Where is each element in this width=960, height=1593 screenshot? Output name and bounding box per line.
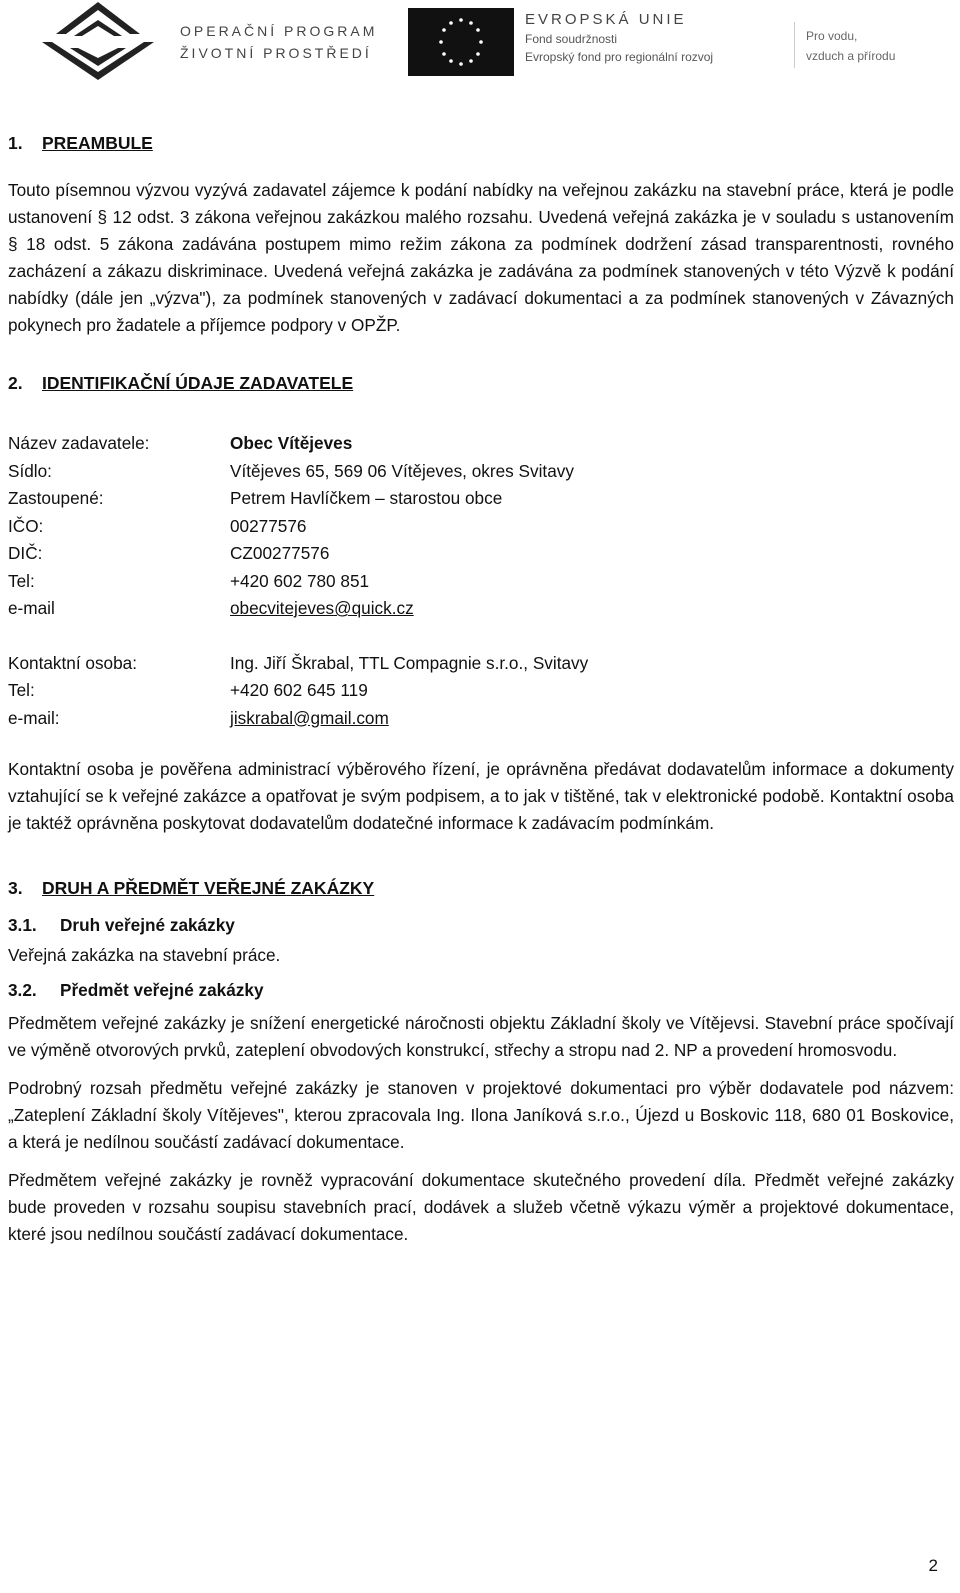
slogan-line-2: vzduch a přírodu [806, 49, 896, 63]
detail-row-name [8, 430, 954, 458]
section-title: IDENTIFIKAČNÍ ÚDAJE ZADAVATELE [42, 373, 354, 393]
contracting-authority-details [8, 430, 954, 623]
subsection-title: Druh veřejné zakázky [60, 915, 235, 935]
detail-value: Vítějeves 65, 569 06 Vítějeves, okres Svitavy [230, 460, 574, 481]
contact-row-email [8, 705, 954, 733]
subsection-3-1-heading [8, 912, 954, 939]
detail-value: Petrem Havlíčkem – starostou obce [230, 488, 503, 508]
slogan-line-1: Pro vodu, [806, 29, 858, 43]
section-number: 3. [8, 878, 23, 898]
contact-person-details [8, 650, 954, 733]
email-link[interactable]: obecvitejeves@quick.cz [230, 598, 414, 618]
subsection-3-2-heading [8, 977, 954, 1004]
detail-label: Název zadavatele: [8, 433, 150, 453]
eu-title: EVROPSKÁ UNIE [525, 11, 687, 28]
program-logo-icon [34, 2, 164, 80]
detail-label: Sídlo: [8, 460, 52, 481]
contract-type-paragraph: Veřejná zakázka na stavební práce. [8, 945, 281, 965]
detail-row-tel [8, 568, 954, 596]
preamble-paragraph: Touto písemnou výzvou vyzývá zadavatel zájemce k podání nabídky na veřejnou zakázku na stavební práce, která je podle ustanovení § 12 odst. 3 zákona veřejnou zakázkou malého rozsahu. Uvedená veřejná zakázka je v souladu s ustanovením § 18 odst. 5 zákona zadávána postupem mimo režim zákona za podmínek dodržení zásad transparentnosti, rovného zacházení a zákazu diskriminace. Uvedená veřejná zakázka je zadávána za podmínek stanovených v této Výzvě k podání nabídky (dále jen „výzva"), za podmínek stanovených v zadávací dokumentaci a za podmínek stanovených v Závazných pokynech pro žadatele a příjemce podpory v OPŽP. [8, 180, 954, 335]
page-header [0, 0, 960, 90]
contact-row-tel [8, 677, 954, 705]
detail-label: e-mail: [8, 707, 60, 728]
detail-value: Ing. Jiří Škrabal, TTL Compagnie s.r.o., Svitavy [230, 652, 589, 673]
section-1-heading [8, 130, 954, 157]
detail-row-seat [8, 458, 954, 486]
header-divider [794, 22, 795, 68]
detail-value: Obec Vítějeves [230, 433, 353, 453]
detail-row-represented [8, 485, 954, 513]
detail-row-dic [8, 540, 954, 568]
detail-value: +420 602 645 119 [230, 680, 368, 700]
eu-text-block [525, 10, 713, 66]
detail-value: CZ00277576 [230, 543, 330, 563]
page-number: 2 [928, 1556, 938, 1575]
section-title: DRUH A PŘEDMĚT VEŘEJNÉ ZAKÁZKY [42, 878, 375, 898]
detail-label: Kontaktní osoba: [8, 652, 137, 673]
section-title: PREAMBULE [42, 133, 153, 153]
detail-label: e-mail [8, 598, 55, 618]
detail-row-ico [8, 513, 954, 541]
detail-value: 00277576 [230, 515, 307, 536]
subject-paragraph-1: Předmětem veřejné zakázky je snížení energetické náročnosti objektu Základní školy ve Vítějevsi. Stavební práce spočívají ve výměně otvorových prvků, zateplení obvodových konstrukcí, střechy a stropu nad 2. NP a provedení hromosvodu. [8, 1013, 954, 1060]
detail-label: Zastoupené: [8, 488, 104, 508]
section-2-heading [8, 370, 954, 397]
detail-row-email [8, 595, 954, 623]
program-name [180, 20, 377, 64]
section-number: 1. [8, 133, 23, 153]
email-link[interactable]: jiskrabal@gmail.com [230, 707, 389, 728]
detail-label: DIČ: [8, 543, 43, 563]
eu-flag-icon [408, 8, 514, 76]
section-number: 2. [8, 373, 23, 393]
contact-person-paragraph: Kontaktní osoba je pověřena administrací výběrového řízení, je oprávněna předávat dodavatelům informace a dokumenty vztahující se k veřejné zakázce a opatřovat je svým podpisem, a to jak v tištěné, tak v elektronické podobě. Kontaktní osoba je taktéž oprávněna poskytovat dodavatelům dodatečné informace k zadávacím podmínkám. [8, 759, 954, 833]
detail-label: Tel: [8, 680, 35, 700]
subject-paragraph-2: Podrobný rozsah předmětu veřejné zakázky je stanoven v projektové dokumentaci pro výběr dodavatele pod názvem: „Zateplení Základní školy Vítějeves", kterou zpracovala Ing. Ilona Janíková s.r.o., Újezd u Boskovic 118, 680 01 Boskovice, a která je nedílnou součástí zadávací dokumentace. [8, 1078, 954, 1152]
program-line-2: ŽIVOTNÍ PROSTŘEDÍ [180, 45, 372, 61]
detail-label: IČO: [8, 515, 44, 536]
contact-row-person [8, 650, 954, 678]
subsection-number: 3.2. [8, 980, 37, 1000]
program-line-1: OPERAČNÍ PROGRAM [180, 23, 378, 39]
section-3-heading [8, 875, 954, 902]
detail-value: +420 602 780 851 [230, 570, 370, 591]
subsection-title: Předmět veřejné zakázky [60, 980, 264, 1000]
slogan [806, 26, 895, 66]
eu-fund-line-2: Evropský fond pro regionální rozvoj [525, 50, 714, 64]
subsection-number: 3.1. [8, 915, 37, 935]
eu-fund-line-1: Fond soudržnosti [525, 32, 618, 46]
detail-label: Tel: [8, 570, 35, 591]
document-body [8, 130, 954, 1248]
subject-paragraph-3: Předmětem veřejné zakázky je rovněž vypracování dokumentace skutečného provedení díla. Předmět veřejné zakázky bude proveden v rozsahu soupisu stavebních prací, dodávek a služeb včetně výkazu výměr a projektové dokumentace, které jsou nedílnou součástí zadávací dokumentace. [8, 1170, 954, 1244]
